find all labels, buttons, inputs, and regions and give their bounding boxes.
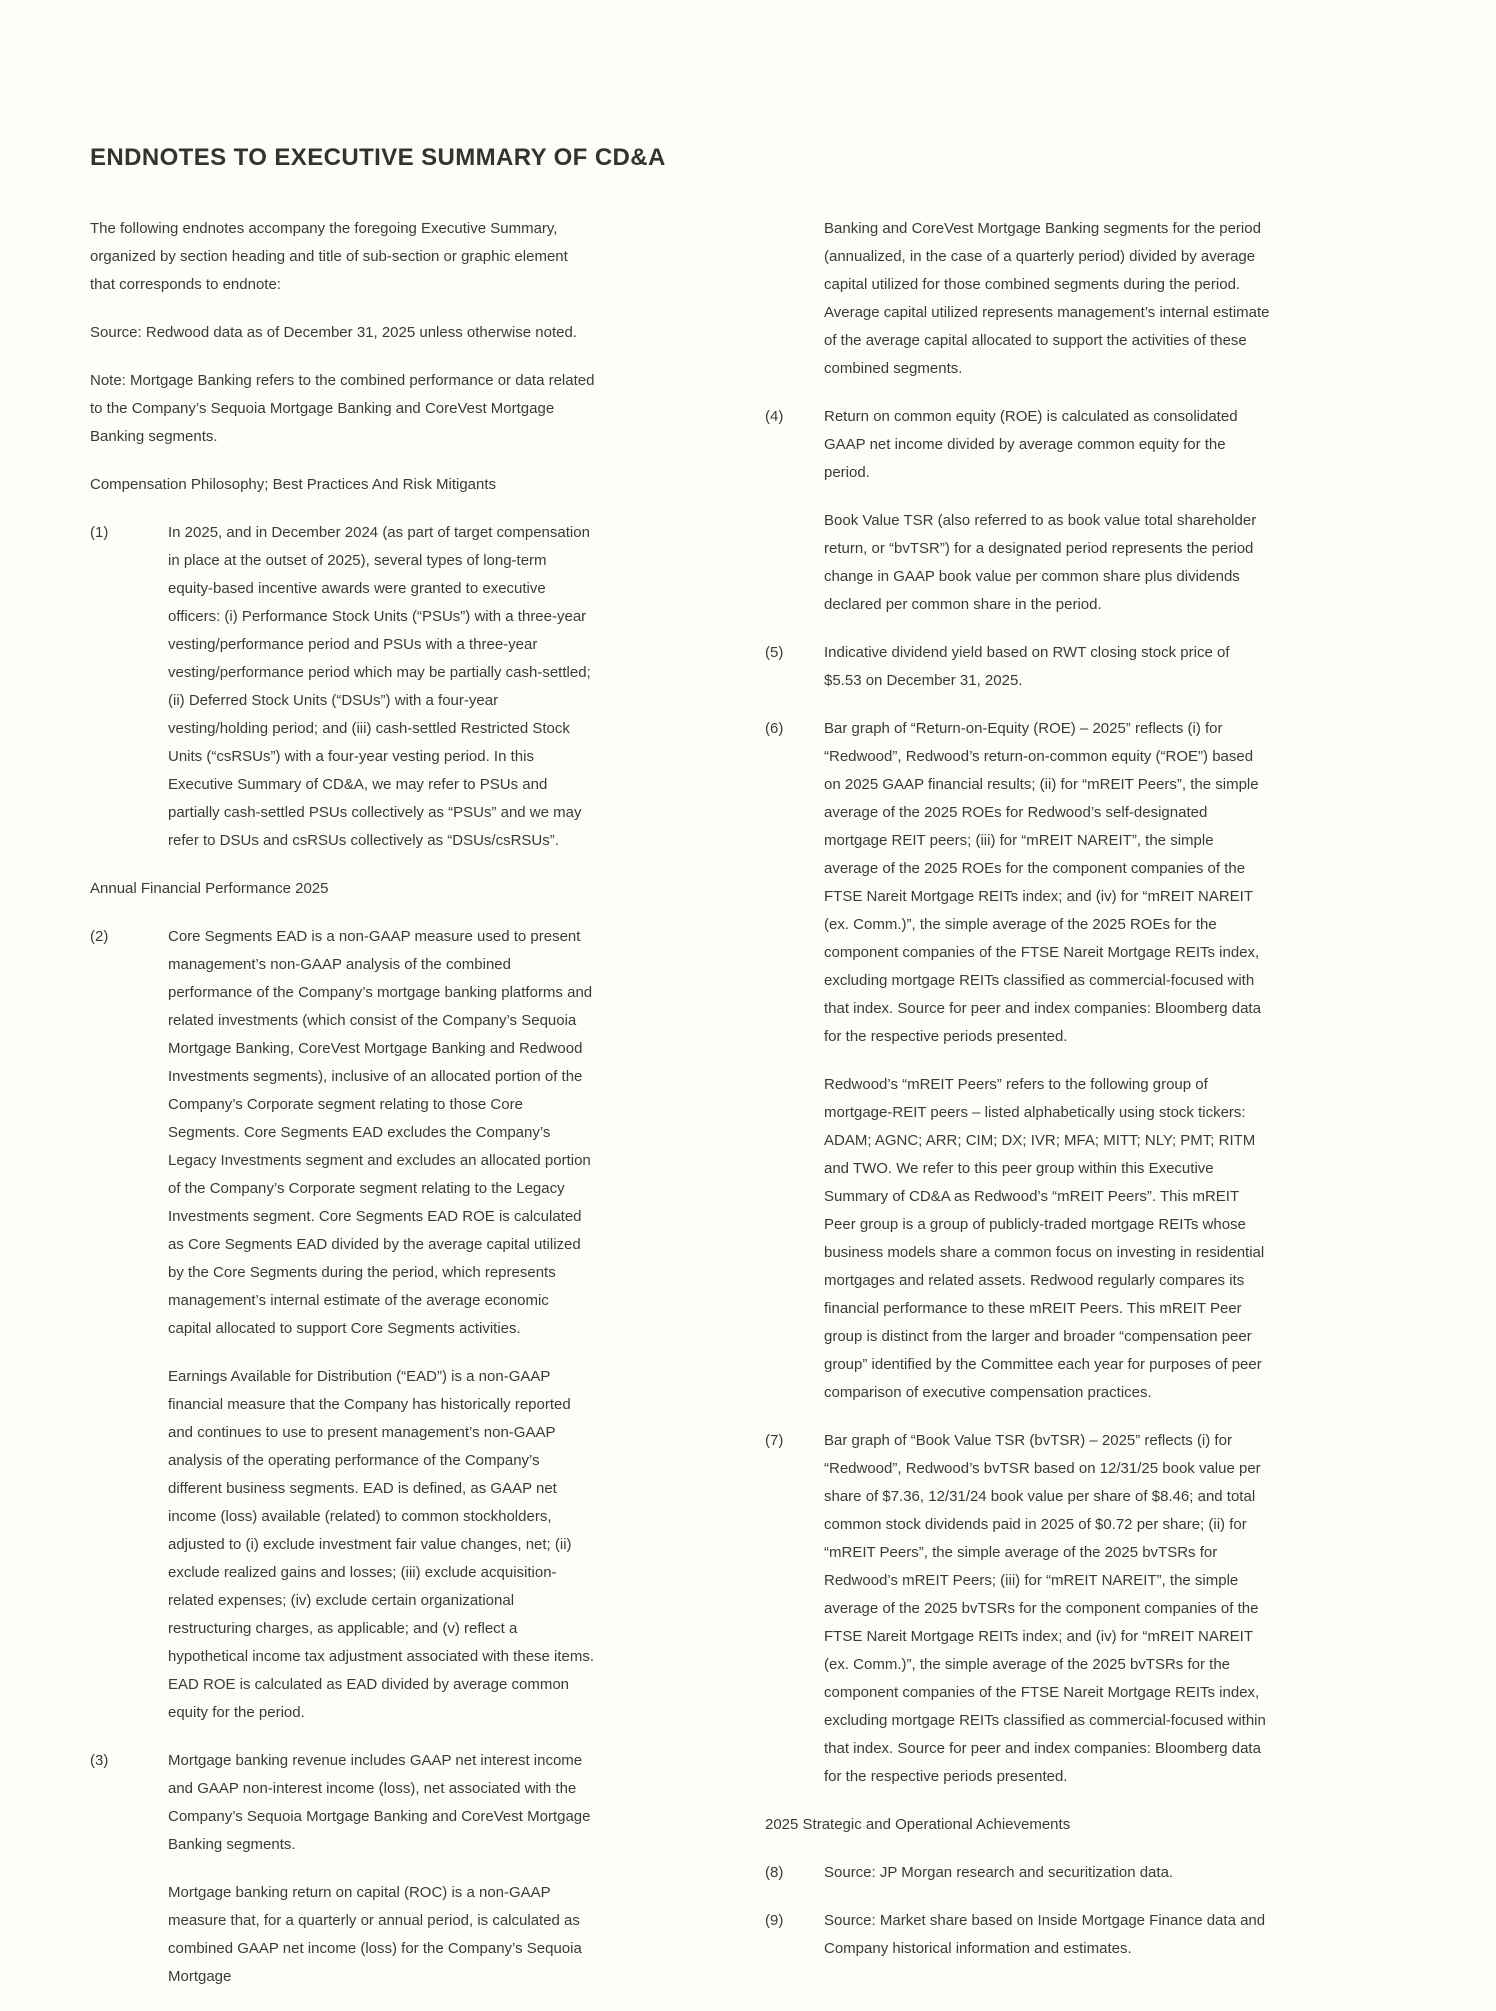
endnote-4-paragraph-1: Return on common equity (ROE) is calculated as consolidated GAAP net income divided by average common equity for the period. — [824, 408, 1238, 481]
endnote-3-paragraph-1: Mortgage banking revenue includes GAAP net interest income and GAAP non-interest income (loss), net associated with the Company’s Sequoia Mortgage Banking and CoreVest Mortgage Banking segments. — [168, 1752, 591, 1853]
endnote-6-paragraph-1: Bar graph of “Return-on-Equity (ROE) – 2025” reflects (i) for “Redwood”, Redwood’s return-on-common equity (“ROE”) based on 2025 GAAP financial results; (ii) for “mREIT Peers”, the simple average of the 2025 ROEs for Redwood’s self-designated mortgage REIT peers; (iii) for “mREIT NAREIT”, the simple average of the 2025 ROEs for the component companies of the FTSE Nareit Mortgage REITs index; and (iv) for “mREIT NAREIT (ex. Comm.)”, the simple average of the 2025 ROEs for the component companies of the FTSE Nareit Mortgage REITs index, excluding mortgage REITs classified as commercial-focused with that index. Source for peer and index companies: Bloomberg data for the respective periods presented. — [824, 720, 1261, 1045]
endnote-3-continuation-body — [824, 215, 1270, 383]
endnote-6-number: (6) — [765, 720, 784, 737]
endnote-3-continuation-gutter — [765, 215, 824, 383]
intro-paragraph: The following endnotes accompany the foregoing Executive Summary, organized by section heading and title of sub-section or graphic element that corresponds to endnote: — [90, 220, 568, 293]
endnote-5 — [765, 639, 1270, 695]
endnote-7 — [765, 1427, 1270, 1791]
mortgage-banking-note: Note: Mortgage Banking refers to the combined performance or data related to the Company’s Sequoia Mortgage Banking and CoreVest Mortgage Banking segments. — [90, 372, 595, 445]
endnote-3-number: (3) — [90, 1752, 109, 1769]
endnote-6 — [765, 715, 1270, 1407]
endnote-4-body — [824, 403, 1270, 619]
endnote-1 — [90, 519, 595, 855]
page-title: ENDNOTES TO EXECUTIVE SUMMARY OF CD&A — [90, 144, 666, 171]
endnote-8-body — [824, 1859, 1270, 1887]
endnote-7-body — [824, 1427, 1270, 1791]
section-heading-compensation-philosophy: Compensation Philosophy; Best Practices And Risk Mitigants — [90, 476, 497, 493]
endnote-2-paragraph-1: Core Segments EAD is a non-GAAP measure used to present management’s non-GAAP analysis of the combined performance of the Company’s mortgage banking platforms and related investments (which consist of the Company’s Sequoia Mortgage Banking, CoreVest Mortgage Banking and Redwood Investments segments), inclusive of an allocated portion of the Company’s Corporate segment relating to those Core Segments. Core Segments EAD excludes the Company’s Legacy Investments segment and excludes an allocated portion of the Company’s Corporate segment relating to the Legacy Investments segment. Core Segments EAD ROE is calculated as Core Segments EAD divided by the average capital utilized by the Core Segments during the period, which represents management’s internal estimate of the average economic capital allocated to support Core Segments activities. — [168, 928, 593, 1337]
endnote-5-paragraph: Indicative dividend yield based on RWT closing stock price of $5.53 on December 31, 2025. — [824, 644, 1230, 689]
two-column-layout — [90, 215, 1496, 2011]
endnote-5-number: (5) — [765, 644, 784, 661]
endnote-4-paragraph-2: Book Value TSR (also referred to as book value total shareholder return, or “bvTSR”) for a designated period represents the period change in GAAP book value per common share plus dividends declared per common share in the period. — [824, 512, 1257, 613]
endnote-2-paragraph-2: Earnings Available for Distribution (“EAD”) is a non-GAAP financial measure that the Company has historically reported and continues to use to present management’s non-GAAP analysis of the operating performance of the Company’s different business segments. EAD is defined, as GAAP net income (loss) available (related) to common stockholders, adjusted to (i) exclude investment fair value changes, net; (ii) exclude realized gains and losses; (iii) exclude acquisition-related expenses; (iv) exclude certain organizational restructuring charges, as applicable; and (v) reflect a hypothetical income tax adjustment associated with these items. EAD ROE is calculated as EAD divided by average common equity for the period. — [168, 1368, 595, 1721]
endnote-3-continuation-paragraph: Banking and CoreVest Mortgage Banking segments for the period (annualized, in the case of a quarterly period) divided by average capital utilized for those combined segments during the period. Average capital utilized represents management’s internal estimate of the average capital allocated to support the activities of these combined segments. — [824, 220, 1270, 377]
endnote-8-number: (8) — [765, 1864, 784, 1881]
right-column — [765, 215, 1270, 1983]
section-heading-annual-financial-performance: Annual Financial Performance 2025 — [90, 880, 329, 897]
source-note: Source: Redwood data as of December 31, 2025 unless otherwise noted. — [90, 324, 577, 341]
endnote-6-paragraph-2: Redwood’s “mREIT Peers” refers to the following group of mortgage-REIT peers – listed alphabetically using stock tickers: ADAM; AGNC; ARR; CIM; DX; IVR; MFA; MITT; NLY; PMT; RITM and TWO. We refer to this peer group within this Executive Summary of CD&A as Redwood’s “mREIT Peers”. This mREIT Peer group is a group of publicly-traded mortgage REITs whose business models share a common focus on investing in residential mortgages and related assets. Redwood regularly compares its financial performance to these mREIT Peers. This mREIT Peer group is distinct from the larger and broader “compensation peer group” identified by the Committee each year for purposes of peer comparison of executive compensation practices. — [824, 1076, 1265, 1401]
endnote-9-number: (9) — [765, 1912, 784, 1929]
endnote-2 — [90, 923, 595, 1727]
endnote-8 — [765, 1859, 1270, 1887]
endnote-4-number: (4) — [765, 408, 784, 425]
endnote-8-paragraph: Source: JP Morgan research and securitization data. — [824, 1864, 1174, 1881]
endnote-4 — [765, 403, 1270, 619]
endnote-1-body — [168, 519, 595, 855]
left-column — [90, 215, 595, 2011]
endnote-1-paragraph: In 2025, and in December 2024 (as part of target compensation in place at the outset of 2025), several types of long-term equity-based incentive awards were granted to executive officers: (i) Performance Stock Units (“PSUs”) with a three-year vesting/performance period and PSUs with a three-year vesting/performance period which may be partially cash-settled; (ii) Deferred Stock Units (“DSUs”) with a four-year vesting/holding period; and (iii) cash-settled Restricted Stock Units (“csRSUs”) with a four-year vesting period. In this Executive Summary of CD&A, we may refer to PSUs and partially cash-settled PSUs collectively as “PSUs” and we may refer to DSUs and csRSUs collectively as “DSUs/csRSUs”. — [168, 524, 591, 849]
endnote-2-body — [168, 923, 595, 1727]
endnote-7-number: (7) — [765, 1432, 784, 1449]
endnote-9-body — [824, 1907, 1270, 1963]
endnote-3-continuation — [765, 215, 1270, 383]
endnote-2-number: (2) — [90, 928, 109, 945]
endnote-9-paragraph: Source: Market share based on Inside Mortgage Finance data and Company historical information and estimates. — [824, 1912, 1266, 1957]
endnote-3-body — [168, 1747, 595, 1991]
endnote-6-body — [824, 715, 1270, 1407]
endnote-7-paragraph: Bar graph of “Book Value TSR (bvTSR) – 2025” reflects (i) for “Redwood”, Redwood’s bvTSR based on 12/31/25 book value per share of $7.36, 12/31/24 book value per share of $8.46; and total common stock dividends paid in 2025 of $0.72 per share; (ii) for “mREIT Peers”, the simple average of the 2025 bvTSRs for Redwood’s mREIT Peers; (iii) for “mREIT NAREIT”, the simple average of the 2025 bvTSRs for the component companies of the FTSE Nareit Mortgage REITs index; and (iv) for “mREIT NAREIT (ex. Comm.)”, the simple average of the 2025 bvTSRs for the component companies of the FTSE Nareit Mortgage REITs index, excluding mortgage REITs classified as commercial-focused within that index. Source for peer and index companies: Bloomberg data for the respective periods presented. — [824, 1432, 1266, 1785]
section-heading-strategic-achievements: 2025 Strategic and Operational Achievements — [765, 1816, 1071, 1833]
endnote-1-number: (1) — [90, 524, 109, 541]
endnote-9 — [765, 1907, 1270, 1963]
endnote-3-paragraph-2: Mortgage banking return on capital (ROC) is a non-GAAP measure that, for a quarterly or annual period, is calculated as combined GAAP net income (loss) for the Company’s Sequoia Mortgage — [168, 1884, 582, 1985]
endnote-5-body — [824, 639, 1270, 695]
endnote-3 — [90, 1747, 595, 1991]
